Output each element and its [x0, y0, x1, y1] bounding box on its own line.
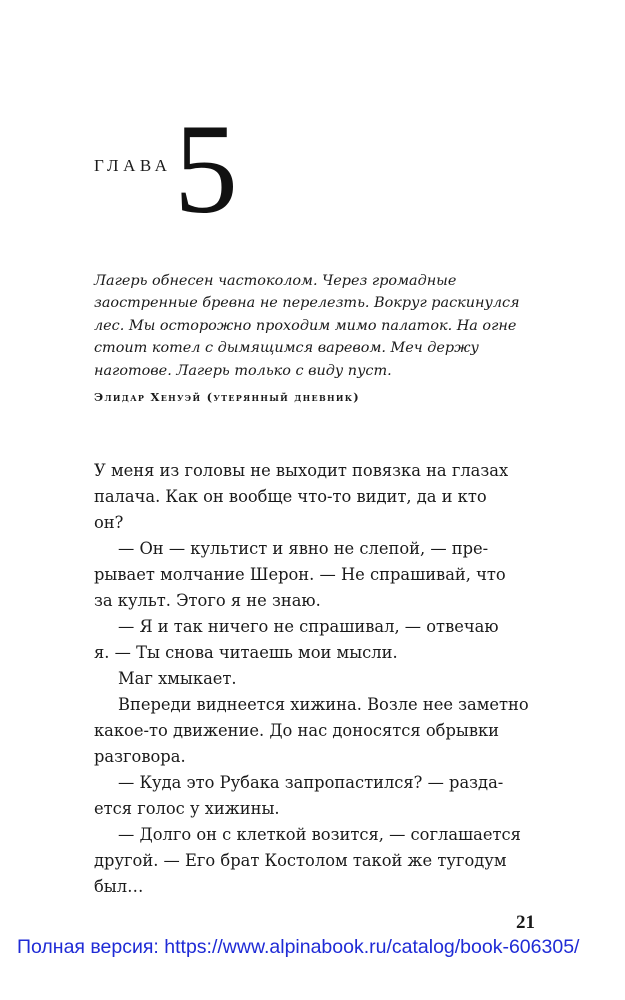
epigraph-line: лес. Мы осторожно проходим мимо палаток. На огне — [94, 317, 517, 334]
body-line: Впереди виднеется хижина. Возле нее заметно — [118, 695, 529, 714]
body-line: какое-то движение. До нас доносятся обрывки — [94, 721, 500, 740]
full-version-link[interactable]: Полная версия: https://www.alpinabook.ru/catalog/book-606305/ — [17, 936, 580, 958]
body-line: У меня из головы не выходит повязка на глазах — [94, 461, 509, 480]
body-line: палача. Как он вообще что-то видит, да и кто — [94, 487, 487, 506]
body-line: другой. — Его брат Костолом такой же тугодум — [94, 851, 507, 870]
body-line: — Я и так ничего не спрашивал, — отвечаю — [118, 617, 499, 636]
body-line: — Куда это Рубака запропастился? — разда- — [118, 773, 504, 792]
body-line: разговора. — [94, 747, 186, 766]
epigraph-line: заостренные бревна не перелезть. Вокруг раскинулся — [94, 295, 520, 312]
body-line: он? — [94, 513, 124, 532]
body-line: рывает молчание Шерон. — Не спрашивай, что — [94, 565, 506, 584]
chapter-number: 5 — [174, 98, 238, 240]
epigraph-line: наготове. Лагерь только с виду пуст. — [94, 362, 392, 379]
body-line: был… — [94, 877, 144, 896]
epigraph-attribution: Элидар Хенуэй (утерянный дневник) — [94, 390, 361, 404]
epigraph-line: Лагерь обнесен частоколом. Через громадные — [94, 273, 457, 289]
chapter-label: ГЛАВА — [94, 156, 172, 175]
chapter-body — [94, 458, 529, 900]
body-line: я. — Ты снова читаешь мои мысли. — [94, 643, 398, 662]
epigraph-line: стоит котел с дымящимся варевом. Меч держу — [94, 340, 479, 357]
body-line: за культ. Этого я не знаю. — [94, 591, 321, 610]
epigraph — [94, 270, 520, 382]
body-line: ется голос у хижины. — [94, 799, 280, 818]
page-number: 21 — [516, 912, 535, 933]
body-line: — Он — культист и явно не слепой, — пре- — [118, 539, 489, 558]
body-line: Маг хмыкает. — [118, 669, 237, 688]
body-line: — Долго он с клеткой возится, — соглашается — [118, 825, 521, 844]
